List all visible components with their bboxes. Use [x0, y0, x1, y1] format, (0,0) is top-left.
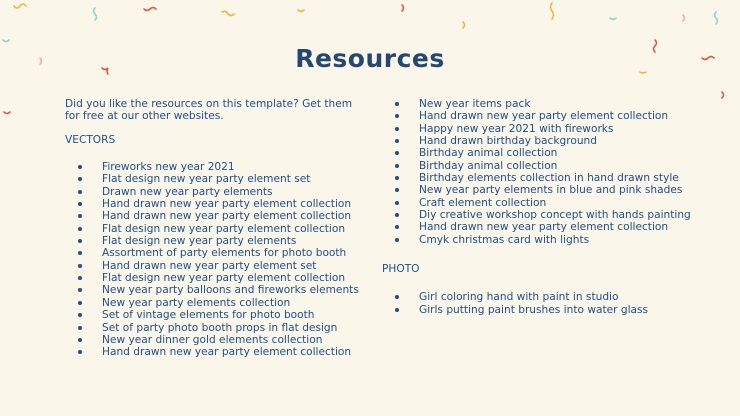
confetti-piece [402, 5, 404, 11]
list-item[interactable]: Hand drawn new year party element collection [65, 210, 365, 222]
list-item[interactable]: Flat design new year party element collection [65, 272, 365, 284]
list-item[interactable]: Hand drawn new year party element collection [382, 221, 702, 233]
right-column [382, 98, 702, 316]
list-item[interactable]: Set of party photo booth props in flat design [65, 322, 365, 334]
more-vectors-list [382, 98, 702, 246]
confetti-piece [463, 22, 465, 28]
list-item[interactable]: Flat design new year party elements [65, 235, 365, 247]
list-item[interactable]: Assortment of party elements for photo booth [65, 247, 365, 259]
list-item[interactable]: Cmyk christmas card with lights [382, 234, 702, 246]
list-item[interactable]: New year party elements in blue and pink shades [382, 184, 702, 196]
confetti-piece [715, 12, 718, 24]
intro-text: Did you like the resources on this template? Get them for free at our other websites. [65, 98, 353, 123]
list-item[interactable]: New year items pack [382, 98, 702, 110]
list-item[interactable]: Flat design new year party element set [65, 173, 365, 185]
left-column [65, 98, 365, 359]
list-item[interactable]: Fireworks new year 2021 [65, 161, 365, 173]
list-item[interactable]: New year party balloons and fireworks elements [65, 284, 365, 296]
list-item[interactable]: New year dinner gold elements collection [65, 334, 365, 346]
confetti-piece [298, 10, 304, 12]
page-title: Resources [295, 44, 445, 73]
confetti-piece [222, 11, 234, 15]
list-item[interactable]: Girls putting paint brushes into water glass [382, 304, 702, 316]
list-item[interactable]: New year party elements collection [65, 297, 365, 309]
list-item[interactable]: Hand drawn new year party element collection [382, 110, 702, 122]
vectors-heading: VECTORS [65, 133, 116, 146]
confetti-piece [683, 15, 685, 21]
confetti-piece [4, 112, 10, 114]
list-item[interactable]: Happy new year 2021 with fireworks [382, 123, 702, 135]
confetti-piece [14, 4, 26, 8]
confetti-piece [610, 18, 616, 20]
list-item[interactable]: Hand drawn new year party element collection [65, 198, 365, 210]
list-item[interactable]: Craft element collection [382, 197, 702, 209]
list-item[interactable]: Hand drawn birthday background [382, 135, 702, 147]
photo-list [382, 291, 702, 316]
list-item[interactable]: Set of vintage elements for photo booth [65, 309, 365, 321]
list-item[interactable]: Birthday animal collection [382, 160, 702, 172]
confetti-piece [722, 92, 724, 98]
confetti-piece [551, 3, 554, 19]
confetti-piece [3, 40, 9, 42]
list-item[interactable]: Birthday elements collection in hand drawn style [382, 172, 702, 184]
confetti-piece [94, 8, 97, 20]
vectors-list [65, 161, 365, 359]
list-item[interactable]: Hand drawn new year party element collection [65, 346, 365, 358]
list-item[interactable]: Flat design new year party element collection [65, 223, 365, 235]
list-item[interactable]: Drawn new year party elements [65, 186, 365, 198]
list-item[interactable]: Diy creative workshop concept with hands painting [382, 209, 702, 221]
list-item[interactable]: Hand drawn new year party element set [65, 260, 365, 272]
confetti-piece [144, 8, 156, 11]
photo-heading: PHOTO [382, 263, 420, 276]
list-item[interactable]: Birthday animal collection [382, 147, 702, 159]
list-item[interactable]: Girl coloring hand with paint in studio [382, 291, 702, 303]
